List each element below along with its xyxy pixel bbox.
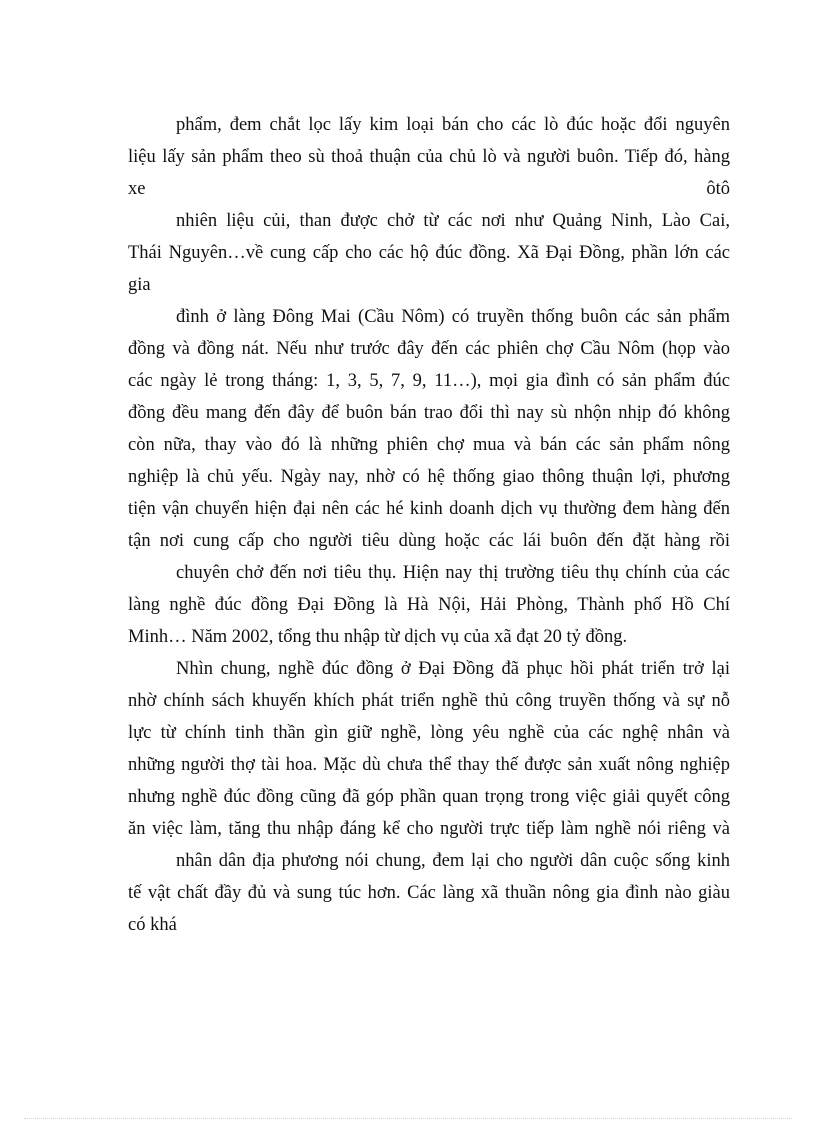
paragraph-4-line-1: chuyên chở đến nơi tiêu thụ. Hiện nay thị trường tiêu thụ chính của các bbox=[176, 563, 730, 583]
paragraph-1-line-2: liệu lấy sản phẩm theo sù thoả thuận của chủ lò và người buôn. Tiếp đó, hàng bbox=[128, 147, 730, 167]
paragraph-3-line-8: tận nơi cung cấp cho người tiêu dùng hoặc các lái buôn đến đặt hàng rồi bbox=[128, 531, 730, 551]
paragraph-3-line-3: các ngày lẻ trong tháng: 1, 3, 5, 7, 9, 11…), mọi gia đình có sản phẩm đúc bbox=[128, 371, 730, 391]
paragraph-2-line-1: nhiên liệu củi, than được chở từ các nơi như Quảng Ninh, Lào Cai, bbox=[176, 211, 730, 231]
paragraph-5-line-5: nhưng nghề đúc đồng cũng đã góp phần quan trọng trong việc giải quyết công bbox=[128, 787, 730, 807]
paragraph-5-line-6: ăn việc làm, tăng thu nhập đáng kể cho người trực tiếp làm nghề nói riêng và bbox=[128, 819, 730, 839]
paragraph-3-line-2: đồng và đồng nát. Nếu như trước đây đến các phiên chợ Cầu Nôm (họp vào bbox=[128, 339, 730, 359]
paragraph-5-line-2: nhờ chính sách khuyến khích phát triển nghề thủ công truyền thống và sự nỗ bbox=[128, 691, 730, 711]
paragraph-6-line-3: có khá bbox=[128, 915, 177, 935]
paragraph-3-line-5: còn nữa, thay vào đó là những phiên chợ mua và bán các sản phẩm nông bbox=[128, 435, 730, 455]
paragraph-2-line-3: gia bbox=[128, 275, 151, 295]
paragraph-2-line-2: Thái Nguyên…về cung cấp cho các hộ đúc đồng. Xã Đại Đồng, phần lớn các bbox=[128, 243, 730, 263]
page-bottom-divider bbox=[24, 1118, 792, 1119]
paragraph-4-line-3: Minh… Năm 2002, tổng thu nhập từ dịch vụ của xã đạt 20 tỷ đồng. bbox=[128, 627, 628, 647]
paragraph-1-line-3-left: xe bbox=[128, 179, 146, 199]
paragraph-3-line-6: nghiệp là chủ yếu. Ngày nay, nhờ có hệ thống giao thông thuận lợi, phương bbox=[128, 467, 730, 487]
paragraph-3-line-1: đình ở làng Đông Mai (Cầu Nôm) có truyền thống buôn các sản phẩm bbox=[176, 307, 730, 327]
paragraph-5-line-1: Nhìn chung, nghề đúc đồng ở Đại Đồng đã phục hồi phát triển trở lại bbox=[176, 659, 730, 679]
paragraph-5-line-4: những người thợ tài hoa. Mặc dù chưa thể thay thế được sản xuất nông nghiệp bbox=[128, 755, 730, 775]
paragraph-1-line-1: phẩm, đem chắt lọc lấy kim loại bán cho các lò đúc hoặc đổi nguyên bbox=[176, 115, 730, 135]
paragraph-6-line-2: tế vật chất đầy đủ và sung túc hơn. Các làng xã thuần nông gia đình nào giàu bbox=[128, 883, 730, 903]
paragraph-4-line-2: làng nghề đúc đồng Đại Đồng là Hà Nội, Hải Phòng, Thành phố Hồ Chí bbox=[128, 595, 730, 615]
paragraph-5-line-3: lực từ chính tinh thần gìn giữ nghề, lòng yêu nghề của các nghệ nhân và bbox=[128, 723, 730, 743]
paragraph-3-line-4: đồng đều mang đến đây để buôn bán trao đổi thì nay sù nhộn nhịp đó không bbox=[128, 403, 730, 423]
paragraph-6-line-1: nhân dân địa phương nói chung, đem lại cho người dân cuộc sống kinh bbox=[176, 851, 730, 871]
paragraph-3-line-7: tiện vận chuyển hiện đại nên các hé kinh doanh dịch vụ thường đem hàng đến bbox=[128, 499, 730, 519]
paragraph-1-line-3-right: ôtô bbox=[706, 179, 730, 199]
